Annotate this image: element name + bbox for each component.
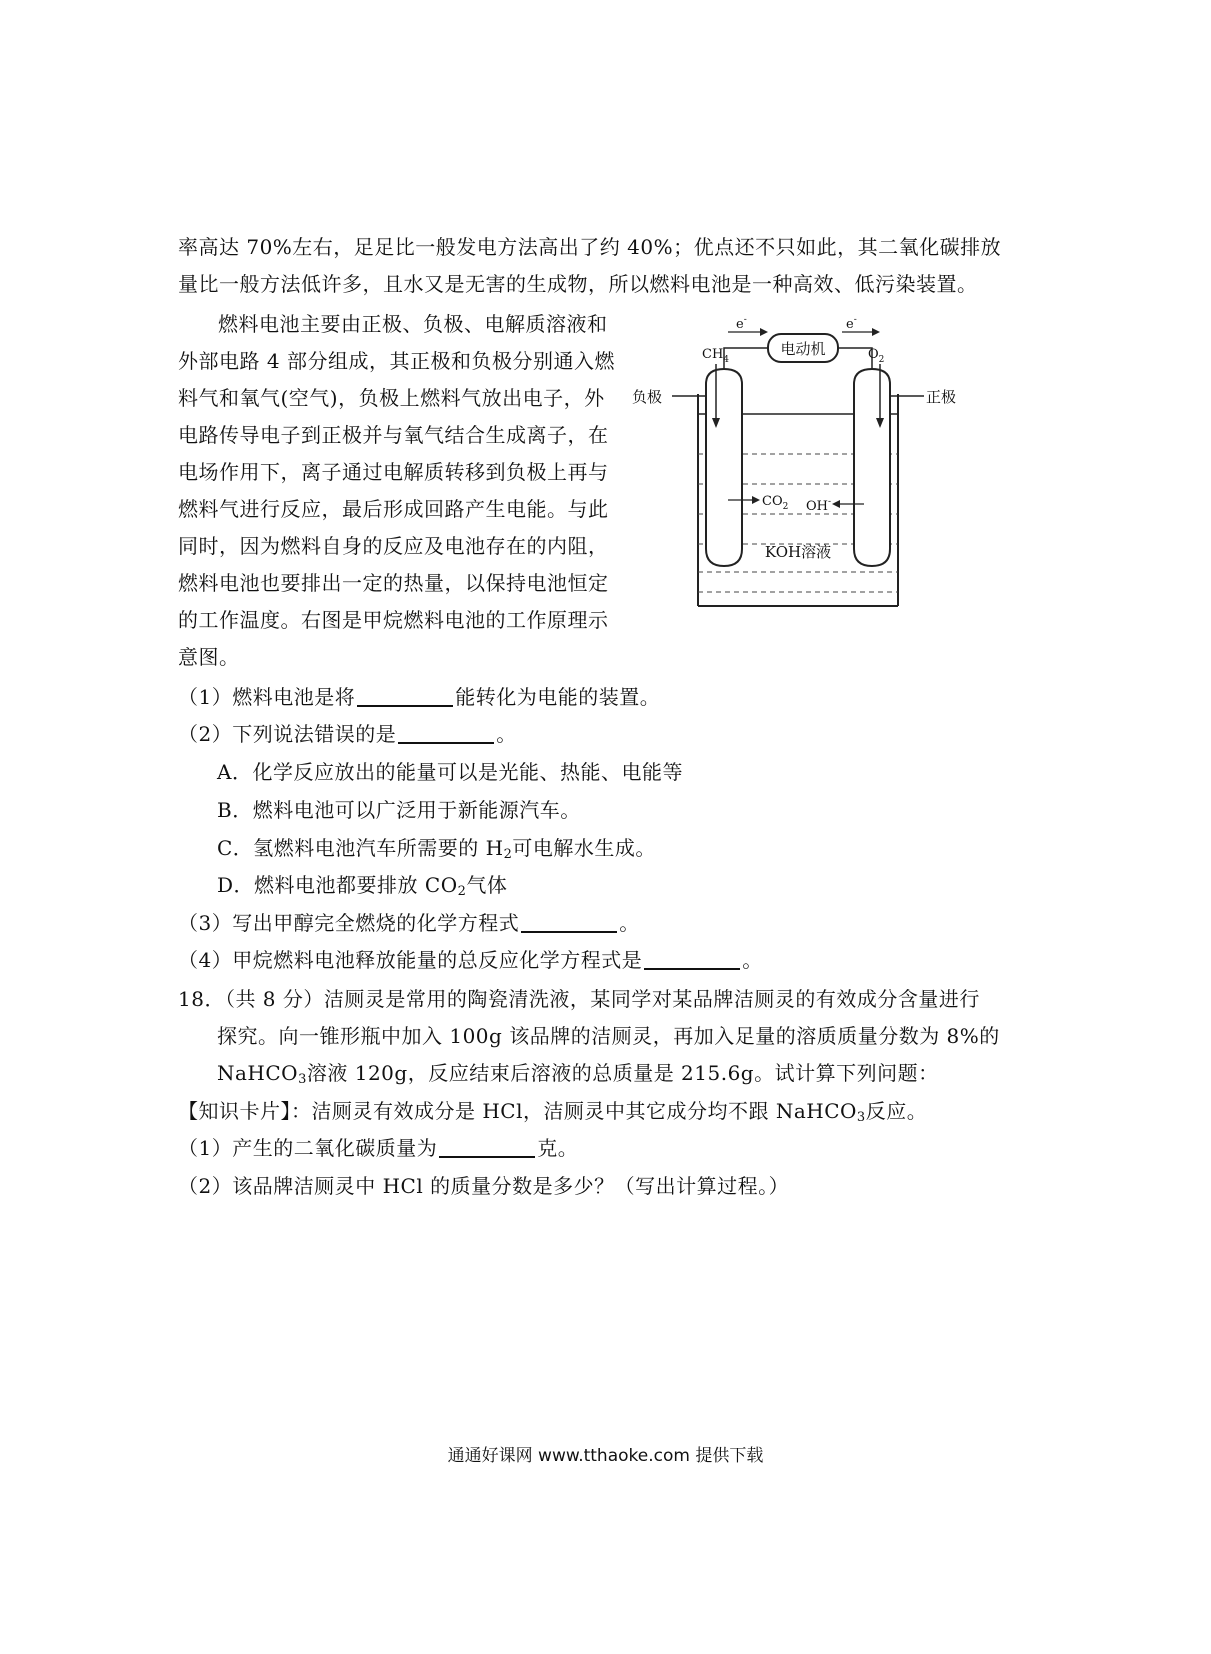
option-d-subscript: 2	[457, 884, 467, 899]
problem-18-line-3-prefix: NaHCO	[217, 1061, 299, 1085]
question-3-suffix: 。	[619, 911, 640, 935]
question-1-prefix: （1）燃料电池是将	[178, 685, 356, 709]
option-a: A．化学反应放出的能量可以是光能、热能、电能等	[217, 760, 683, 784]
right-electrode-tube	[854, 369, 890, 566]
footer-download-note: 通通好课网 www.tthaoke.com 提供下载	[447, 1446, 764, 1466]
knowledge-card-prefix: 【知识卡片】：洁厕灵有效成分是 HCl，洁厕灵中其它成分均不跟 NaHCO	[178, 1099, 857, 1123]
answer-blank[interactable]	[644, 948, 740, 970]
fuel-cell-diagram	[632, 315, 1048, 654]
question-4	[178, 946, 763, 974]
main-paragraph-line: 的工作温度。右图是甲烷燃料电池的工作原理示	[178, 608, 609, 632]
answer-blank[interactable]	[398, 722, 494, 744]
option-c-suffix: 可电解水生成。	[512, 836, 656, 860]
question-1-suffix: 能转化为电能的装置。	[455, 685, 661, 709]
main-paragraph-line: 电场作用下，离子通过电解质转移到负极上再与	[178, 460, 609, 484]
main-paragraph-line: 电路传导电子到正极并与氧气结合生成离子，在	[178, 423, 609, 447]
question-2-suffix: 。	[496, 722, 517, 746]
positive-electrode-label: 正极	[926, 388, 957, 406]
option-d-suffix: 气体	[466, 873, 508, 897]
main-paragraph-line: 同时，因为燃料自身的反应及电池存在的内阻，	[178, 534, 609, 558]
problem-18-line-2: 探究。向一锥形瓶中加入 100g 该品牌的洁厕灵，再加入足量的溶质质量分数为 8%的	[217, 1024, 1000, 1048]
main-paragraph-line: 燃料气进行反应，最后形成回路产生电能。与此	[178, 497, 609, 521]
electron-arrow-left-icon	[760, 328, 768, 336]
option-c-prefix: C．氢燃料电池汽车所需要的 H	[217, 836, 504, 860]
problem-18-question-1	[178, 1134, 578, 1162]
main-paragraph-line: 燃料电池也要排出一定的热量，以保持电池恒定	[178, 571, 609, 595]
negative-electrode-label: 负极	[632, 388, 663, 406]
oh-arrow-icon	[832, 500, 840, 508]
option-c-subscript: 2	[503, 847, 513, 862]
problem-18-question-1-suffix: 克。	[537, 1136, 579, 1160]
electron-label-left: e-	[736, 315, 747, 332]
main-paragraph-line: 外部电路 4 部分组成，其正极和负极分别通入燃	[178, 349, 615, 373]
question-2-prefix: （2）下列说法错误的是	[178, 722, 397, 746]
knowledge-card-suffix: 反应。	[865, 1099, 928, 1123]
left-electrode-tube	[706, 369, 742, 566]
ch4-label: $CH_4$	[702, 347, 730, 365]
answer-blank[interactable]	[521, 911, 617, 933]
option-c	[217, 834, 656, 869]
oh-label: OH-	[806, 497, 832, 514]
co2-label: $CO_2$	[762, 494, 789, 512]
electron-arrow-right-icon	[872, 328, 880, 336]
answer-blank[interactable]	[357, 685, 453, 707]
problem-18-line-3-subscript: 3	[298, 1072, 307, 1087]
option-d-prefix: D．燃料电池都要排放 CO	[217, 873, 458, 897]
question-1	[178, 683, 660, 711]
problem-18-line-3-suffix: 溶液 120g，反应结束后溶液的总质量是 215.6g。试计算下列问题：	[306, 1061, 939, 1085]
problem-18-question-1-prefix: （1）产生的二氧化碳质量为	[178, 1136, 438, 1160]
question-3	[178, 909, 640, 937]
option-b: B．燃料电池可以广泛用于新能源汽车。	[217, 798, 581, 822]
o2-label: $O_2$	[868, 347, 885, 365]
main-paragraph-line: 料气和氧气(空气)，负极上燃料气放出电子，外	[178, 386, 605, 410]
problem-18-question-2: （2）该品牌洁厕灵中 HCl 的质量分数是多少？（写出计算过程。）	[178, 1174, 790, 1198]
intro-line-2: 量比一般方法低许多，且水又是无害的生成物，所以燃料电池是一种高效、低污染装置。	[178, 272, 978, 296]
knowledge-card-subscript: 3	[856, 1110, 866, 1125]
answer-blank[interactable]	[439, 1136, 535, 1158]
main-paragraph-line: 燃料电池主要由正极、负极、电解质溶液和	[218, 312, 608, 336]
motor-label: 电动机	[780, 340, 826, 358]
question-2	[178, 720, 517, 748]
option-d	[217, 871, 507, 906]
problem-18-line-3	[217, 1059, 939, 1094]
intro-line-1: 率高达 70%左右，足足比一般发电方法高出了约 40%；优点还不只如此，其二氧化碳排放	[178, 235, 1002, 259]
main-paragraph-line: 意图。	[178, 645, 240, 669]
koh-solution-label: KOH溶液	[764, 543, 832, 561]
co2-arrow-icon	[752, 496, 760, 504]
electron-label-right: e-	[846, 315, 857, 332]
question-3-prefix: （3）写出甲醇完全燃烧的化学方程式	[178, 911, 520, 935]
knowledge-card	[178, 1097, 927, 1132]
problem-18-line-1: 18．（共 8 分）洁厕灵是常用的陶瓷清洗液，某同学对某品牌洁厕灵的有效成分含量进行	[178, 987, 980, 1011]
question-4-prefix: （4）甲烷燃料电池释放能量的总反应化学方程式是	[178, 948, 643, 972]
question-4-suffix: 。	[742, 948, 763, 972]
